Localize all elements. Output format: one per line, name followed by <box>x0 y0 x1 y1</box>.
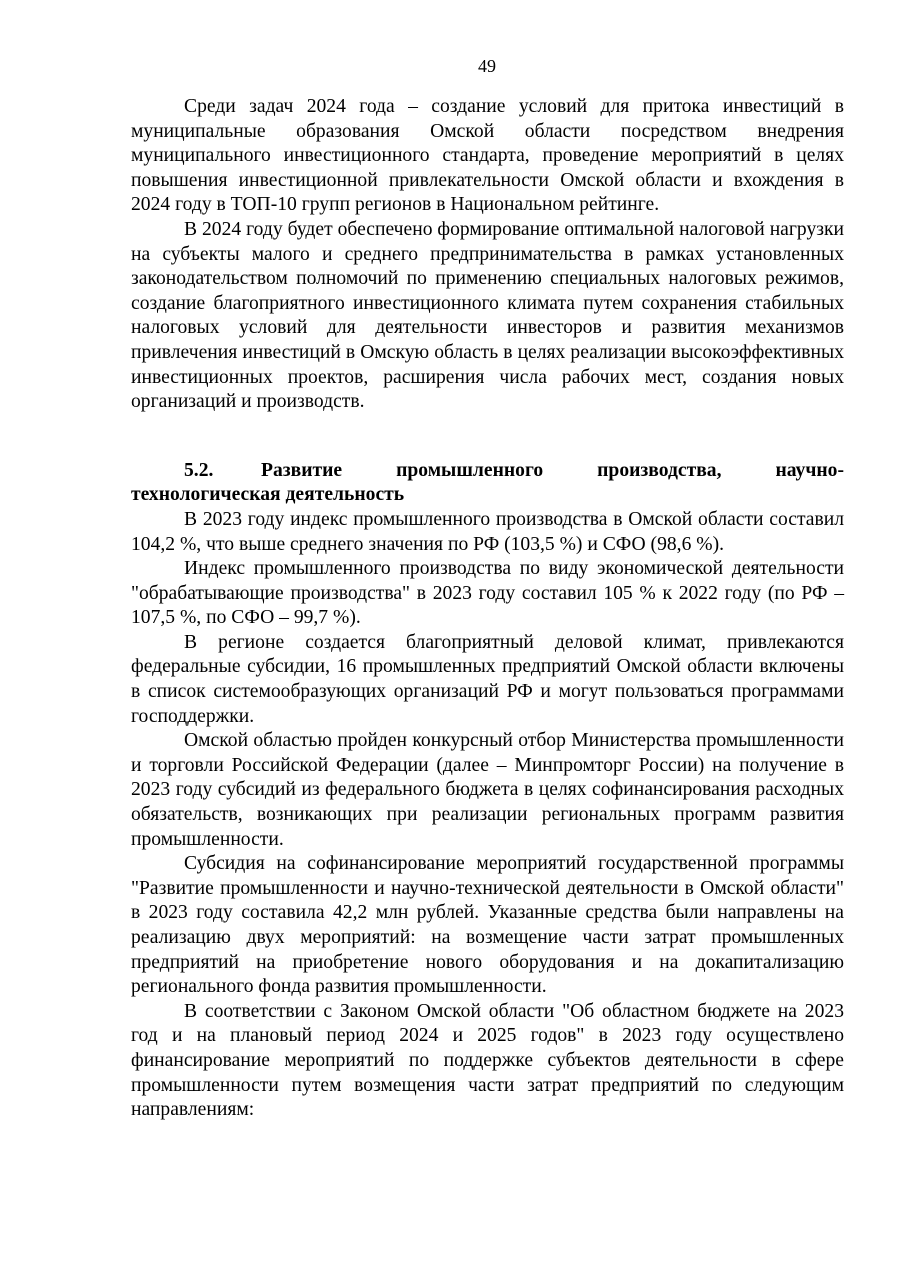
paragraph-budget-law: В соответствии с Законом Омской области "Об областном бюджете на 2023 год и на плановый период 2024 и 2025 годов" в 2023 году осуществлено финансирование мероприятий по поддержке субъектов деятельности в сфере промышленности путем возмещения части затрат предприятий по следующим направлениям: <box>131 1000 844 1121</box>
section-spacer <box>131 415 844 459</box>
section-number: 5.2. <box>184 459 214 481</box>
section-title: Развитие промышленного производства, научно-технологическая деятельность <box>131 459 844 506</box>
paragraph-competitive-selection: Омской областью пройден конкурсный отбор Министерства промышленности и торговли Российской Федерации (далее – Минпромторг России) на получение в 2023 году субсидий из федерального бюджета в целях софинансирования расходных обязательств, возникающих при реализации региональных программ развития промышленности. <box>131 730 844 850</box>
body-text <box>131 95 844 1123</box>
paragraph-production-index: В 2023 году индекс промышленного производства в Омской области составил 104,2 %, что выше среднего значения по РФ (103,5 %) и СФО (98,6 %). <box>131 508 844 555</box>
section-heading <box>131 459 844 508</box>
page-number: 49 <box>478 56 496 76</box>
paragraph-business-climate: В регионе создается благоприятный деловой климат, привлекаются федеральные субсидии, 16 промышленных предприятий Омской области включены в список системообразующих организаций РФ и могут пользоваться программами господдержки. <box>131 631 844 727</box>
paragraph-subsidy: Субсидия на софинансирование мероприятий государственной программы "Развитие промышленности и научно-технической деятельности в Омской области" в 2023 году составила 42,2 млн рублей. Указанные средства были направлены на реализацию двух мероприятий: на возмещение части затрат промышленных предприятий на приобретение нового оборудования и на докапитализацию регионального фонда развития промышленности. <box>131 853 844 998</box>
paragraph-manufacturing-index: Индекс промышленного производства по виду экономической деятельности "обрабатывающие производства" в 2023 году составил 105 % к 2022 году (по РФ – 107,5 %, по СФО – 99,7 %). <box>131 558 844 629</box>
paragraph-investment-goals: Среди задач 2024 года – создание условий для притока инвестиций в муниципальные образования Омской области посредством внедрения муниципального инвестиционного стандарта, проведение мероприятий в целях повышения инвестиционной привлекательности Омской области и вхождения в 2024 году в ТОП-10 групп регионов в Национальном рейтинге. <box>131 96 844 216</box>
paragraph-tax-burden: В 2024 году будет обеспечено формирование оптимальной налоговой нагрузки на субъекты малого и среднего предпринимательства в рамках установленных законодательством полномочий по применению специальных налоговых режимов, создание благоприятного инвестиционного климата путем сохранения стабильных налоговых условий для деятельности инвесторов и развития механизмов привлечения инвестиций в Омскую область в целях реализации высокоэффективных инвестиционных проектов, расширения числа рабочих мест, создания новых организаций и производств. <box>131 218 844 413</box>
